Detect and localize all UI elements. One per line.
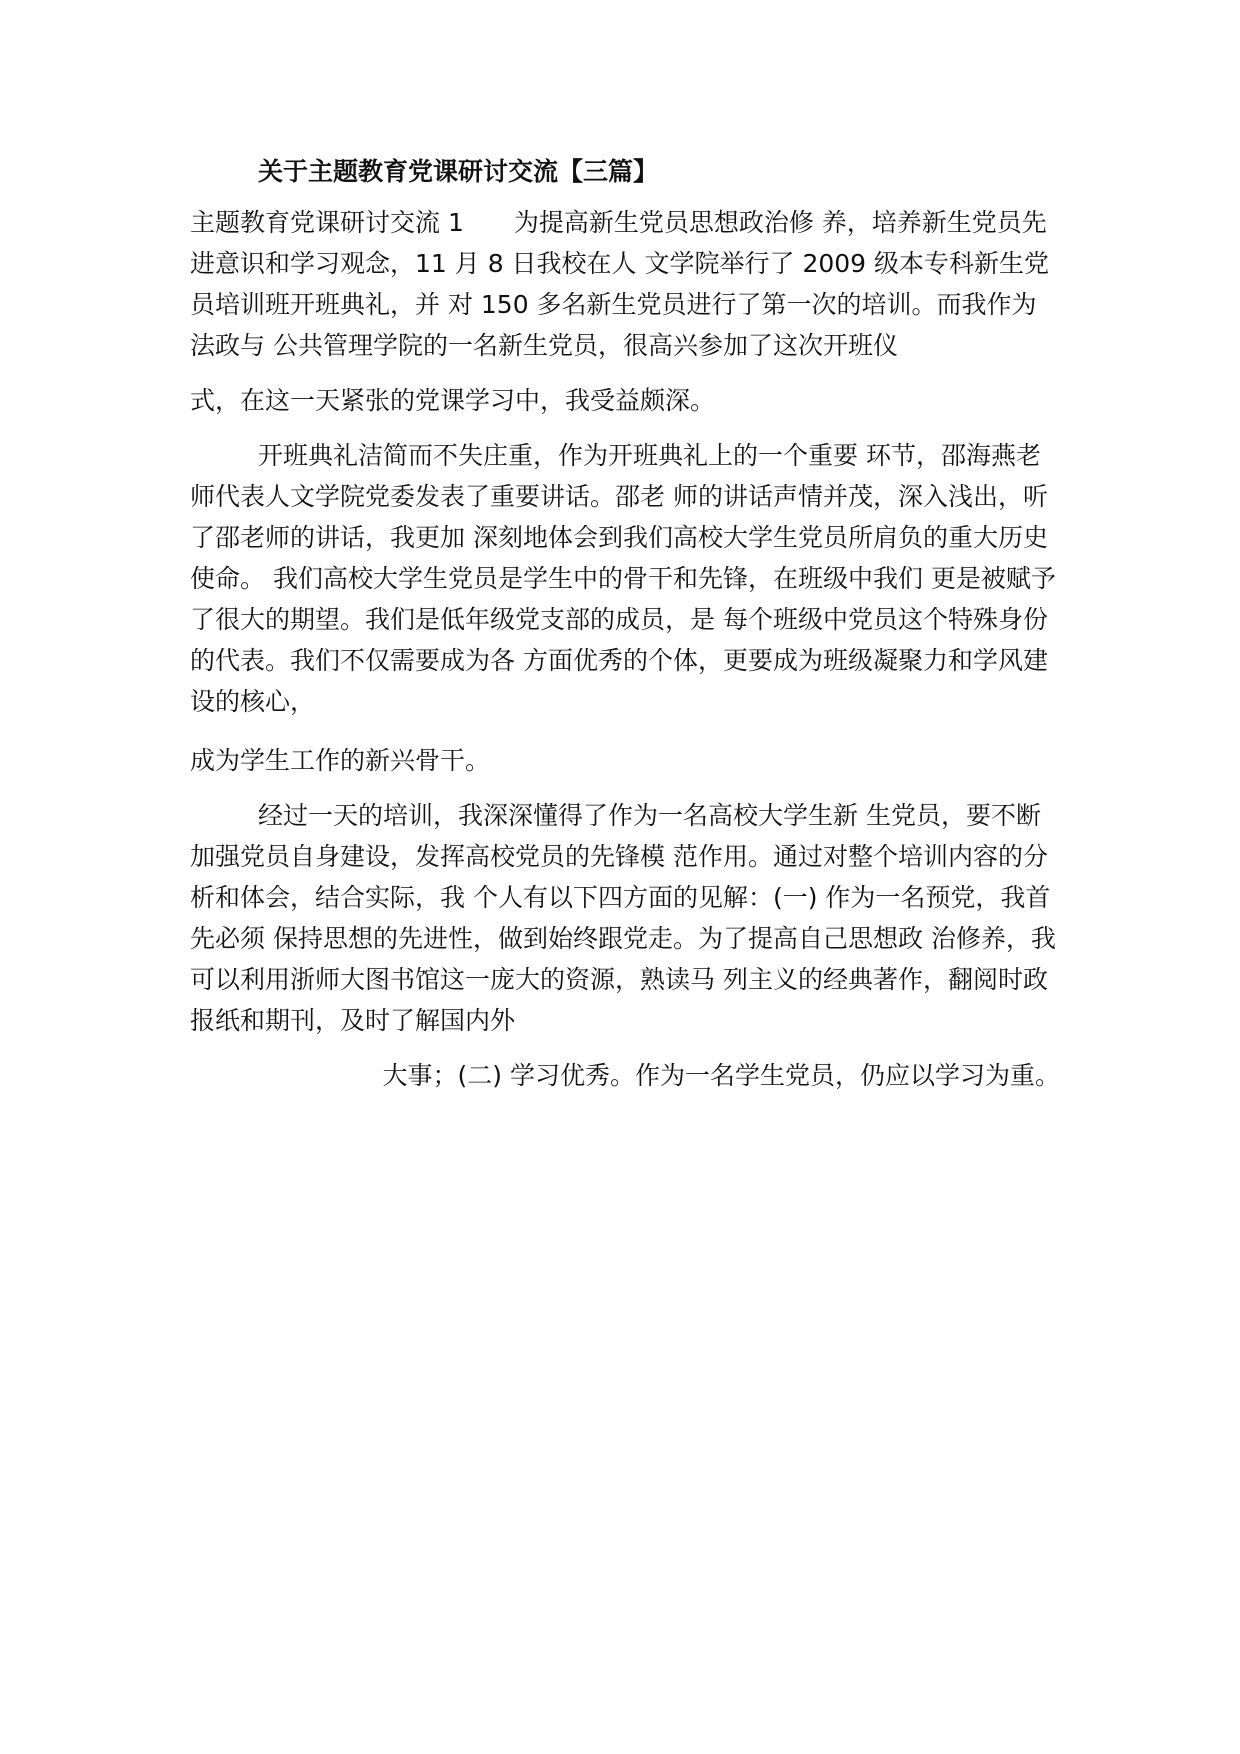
paragraph-3: 开班典礼洁简而不失庄重，作为开班典礼上的一个重要 环节，邵海燕老师代表人文学院党委发表了重要讲话。邵老 师的讲话声情并茂，深入浅出，听了邵老师的讲话，我更加 深刻地体会到我们高校大学生党员所肩负的重大历史使命。 我们高校大学生党员是学生中的骨干和先锋，在班级中我们 更是被赋予了很大的期望。我们是低年级党支部的成员，是 每个班级中党员这个特殊身份的代表。我们不仅需要成为各 方面优秀的个体，更要成为班级凝聚力和学风建设的核心， bbox=[190, 441, 1056, 716]
paragraph-5: 经过一天的培训，我深深懂得了作为一名高校大学生新 生党员，要不断加强党员自身建设，发挥高校党员的先锋模 范作用。通过对整个培训内容的分析和体会，结合实际，我 个人有以下四方面的见解：(一) 作为一名预党，我首先必须 保持思想的先进性，做到始终跟党走。为了提高自己思想政 治修养，我可以利用浙师大图书馆这一庞大的资源，熟读马 列主义的经典著作，翻阅时政报纸和期刊，及时了解国内外 bbox=[190, 801, 1056, 1035]
paragraph-2: 式，在这一天紧张的党课学习中，我受益颇深。 bbox=[190, 386, 716, 415]
paragraph-1: 主题教育党课研讨交流 1 为提高新生党员思想政治修 养，培养新生党员先进意识和学习观念，11 月 8 日我校在人 文学院举行了 2009 级本专科新生党员培训班开班典礼，并 对 150 多名新生党员进行了第一次的培训。而我作为法政与 公共管理学院的一名新生党员，很高兴参加了这次开班仪 bbox=[190, 208, 1050, 360]
document-title: 关于主题教育党课研讨交流【三篇】 bbox=[258, 157, 659, 186]
paragraph-6: 大事；(二) 学习优秀。作为一名学生党员，仍应以学习为重。 bbox=[382, 1061, 1060, 1090]
document-body bbox=[190, 152, 1060, 1096]
paragraph-4: 成为学生工作的新兴骨干。 bbox=[190, 746, 491, 775]
